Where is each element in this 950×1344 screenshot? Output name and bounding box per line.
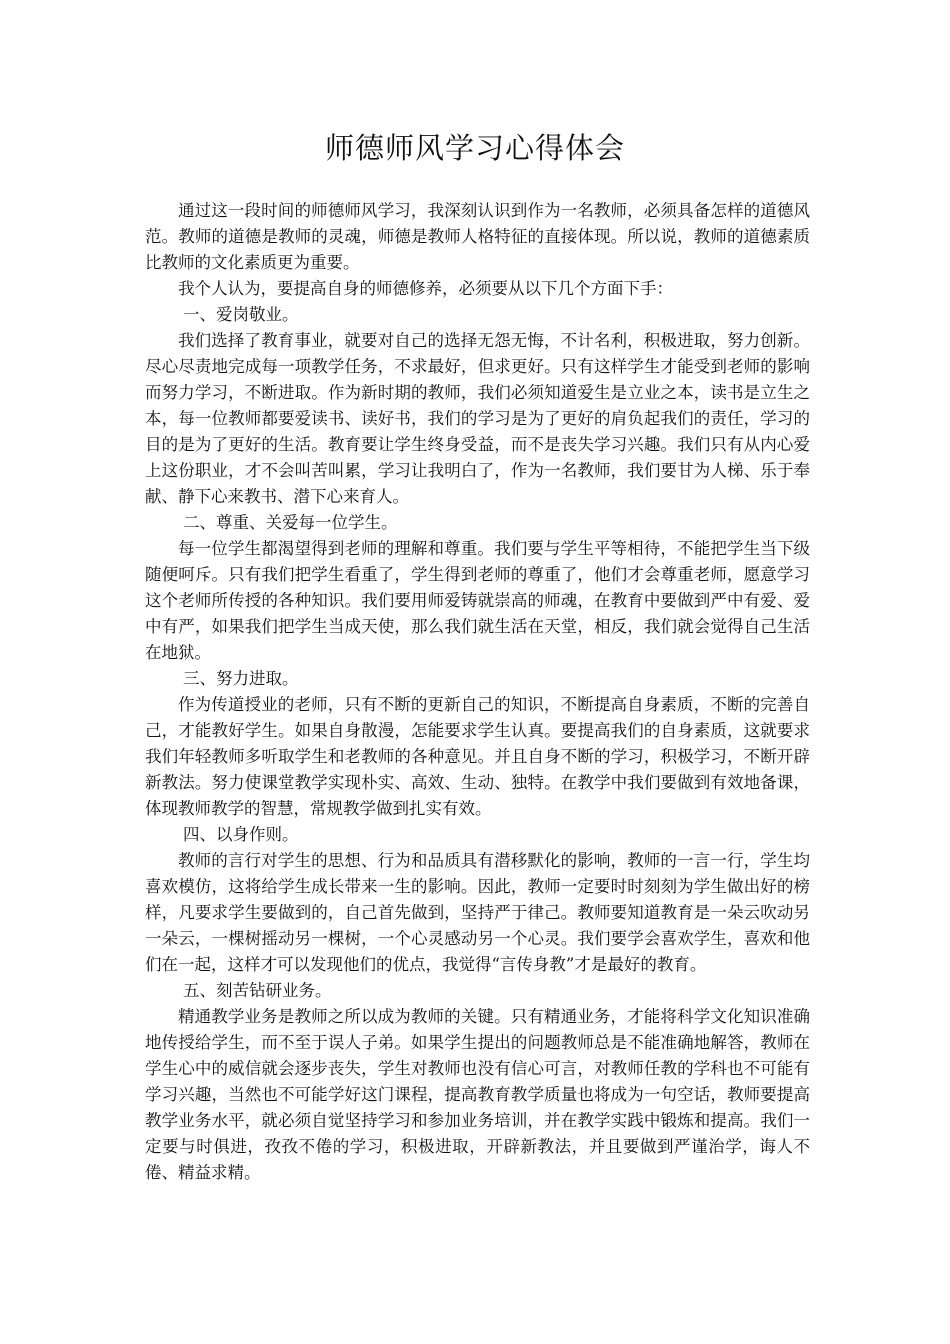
lead-in-paragraph: 我个人认为，要提高自身的师德修养，必须要从以下几个方面下手： bbox=[178, 279, 673, 298]
section-paragraph-2: 每一位学生都渴望得到老师的理解和尊重。我们要与学生平等相待，不能把学生当下级随便呵斥。只有我们把学生看重了，学生得到老师的尊重了，他们才会尊重老师，愿意学习这个老师所传授的各种知识。我们要用师爱铸就崇高的师魂，在教育中要做到严中有爱、爱中有严，如果我们把学生当成天使，那么我们就生活在天堂，相反，我们就会觉得自己生活在地狱。 bbox=[145, 539, 810, 662]
section-heading-1: 一、爱岗敬业。 bbox=[182, 305, 299, 324]
section-paragraph-1: 我们选择了教育事业，就要对自己的选择无怨无悔，不计名利，积极进取，努力创新。尽心尽责地完成每一项教学任务，不求最好，但求更好。只有这样学生才能受到老师的影响而努力学习，不断进取。作为新时期的教师，我们必须知道爱生是立业之本，读书是立生之本，每一位教师都要爱读书、读好书，我们的学习是为了更好的肩负起我们的责任，学习的目的是为了更好的生活。教育要让学生终身受益，而不是丧失学习兴趣。我们只有从内心爱上这份职业，才不会叫苦叫累，学习让我明白了，作为一名教师，我们要甘为人梯、乐于奉献、静下心来教书、潜下心来育人。 bbox=[145, 331, 810, 506]
document-title: 师德师风学习心得体会 bbox=[324, 131, 625, 165]
section-heading-3: 三、努力进取。 bbox=[182, 669, 299, 688]
section-heading-4: 四、以身作则。 bbox=[182, 825, 299, 844]
section-paragraph-5: 精通教学业务是教师之所以成为教师的关键。只有精通业务，才能将科学文化知识准确地传授给学生，而不至于误人子弟。如果学生提出的问题教师总是不能准确地解答，教师在学生心中的威信就会逐步丧失，学生对教师也没有信心可言，对教师任教的学科也不可能有学习兴趣，当然也不可能学好这门课程，提高教育教学质量也将成为一句空话，教师要提高教学业务水平，就必须自觉坚持学习和参加业务培训，并在教学实践中锻炼和提高。我们一定要与时俱进，孜孜不倦的学习，积极进取，开辟新教法，并且要做到严谨治学，诲人不倦、精益求精。 bbox=[145, 1007, 810, 1182]
section-paragraph-4: 教师的言行对学生的思想、行为和品质具有潜移默化的影响，教师的一言一行，学生均喜欢模仿，这将给学生成长带来一生的影响。因此，教师一定要时时刻刻为学生做出好的榜样，凡要求学生要做到的，自己首先做到，坚持严于律己。教师要知道教育是一朵云吹动另一朵云，一棵树摇动另一棵树，一个心灵感动另一个心灵。我们要学会喜欢学生，喜欢和他们在一起，这样才可以发现他们的优点，我觉得“言传身教”才是最好的教育。 bbox=[145, 851, 810, 974]
intro-paragraph: 通过这一段时间的师德师风学习，我深刻认识到作为一名教师，必须具备怎样的道德风范。教师的道德是教师的灵魂，师德是教师人格特征的直接体现。所以说，教师的道德素质比教师的文化素质更为重要。 bbox=[145, 201, 810, 272]
section-paragraph-3: 作为传道授业的老师，只有不断的更新自己的知识，不断提高自身素质，不断的完善自己，才能教好学生。如果自身散漫，怎能要求学生认真。要提高我们的自身素质，这就要求我们年轻教师多听取学生和老教师的各种意见。并且自身不断的学习，积极学习，不断开辟新教法。努力使课堂教学实现朴实、高效、生动、独特。在教学中我们要做到有效地备课，体现教师教学的智慧，常规教学做到扎实有效。 bbox=[145, 695, 810, 818]
document-body bbox=[145, 198, 810, 1186]
section-heading-5: 五、刻苦钻研业务。 bbox=[182, 981, 332, 1000]
section-heading-2: 二、尊重、关爱每一位学生。 bbox=[182, 513, 398, 532]
